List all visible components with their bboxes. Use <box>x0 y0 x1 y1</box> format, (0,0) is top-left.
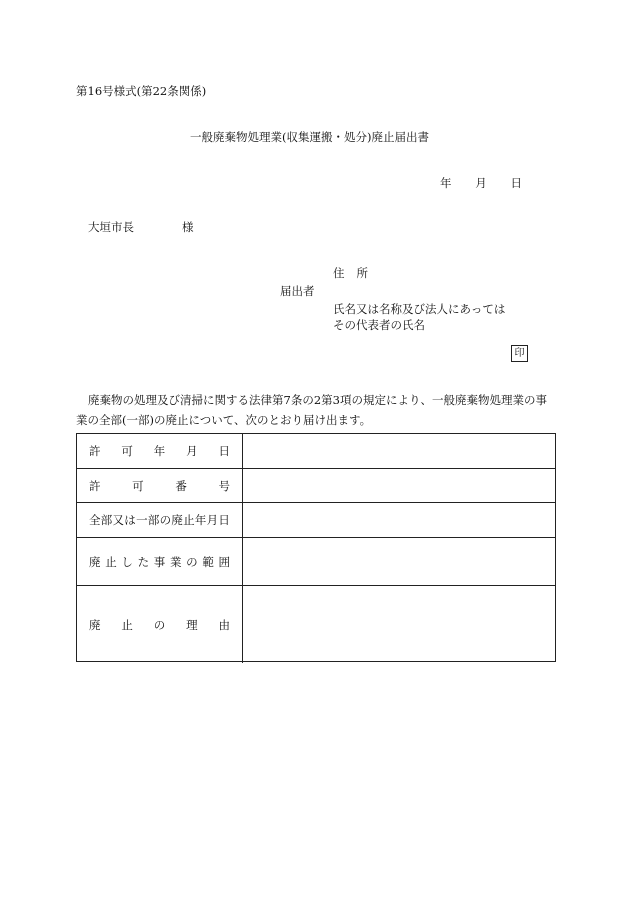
label-char: 廃 <box>89 554 101 569</box>
abolition-date-field[interactable] <box>243 503 555 537</box>
seal-mark: 印 <box>511 345 528 362</box>
permit-number-field[interactable] <box>243 469 555 502</box>
name-label-line2: その代表者の氏名 <box>333 318 425 332</box>
label-char: の <box>159 513 172 527</box>
label-char: 月 <box>186 444 198 458</box>
table-row-abolition-date <box>77 503 555 538</box>
reason-field[interactable] <box>243 586 555 663</box>
label-chars <box>89 617 230 633</box>
body-line-1: 廃棄物の処理及び清掃に関する法律第7条の2第3項の規定により、一般廃棄物処理業の事 <box>88 393 547 407</box>
label-chars <box>89 443 230 459</box>
label-char: 止 <box>121 617 133 632</box>
table-row-business-scope <box>77 538 555 586</box>
label-char: し <box>121 554 133 569</box>
label-char: 範 <box>202 554 214 569</box>
label-char: 由 <box>218 617 230 632</box>
label-char: 廃 <box>89 617 101 632</box>
address-label <box>333 267 368 281</box>
label-chars <box>89 478 230 494</box>
label-char: 号 <box>218 478 230 493</box>
address-label-char: 所 <box>356 266 368 280</box>
label-char: 許 <box>89 478 101 493</box>
business-scope-field[interactable] <box>243 538 555 585</box>
permit-date-field[interactable] <box>243 434 555 468</box>
notification-table <box>76 433 556 662</box>
notifier-label: 届出者 <box>280 284 315 298</box>
date-year-label: 年 <box>440 176 452 190</box>
label-char: 番 <box>175 478 187 493</box>
table-row-reason <box>77 586 555 663</box>
label-char: 止 <box>105 554 117 569</box>
table-label-abolition-date <box>77 503 243 537</box>
table-label-permit-number <box>77 469 243 502</box>
label-char: 年 <box>153 444 166 458</box>
label-char: 日 <box>218 444 230 458</box>
date-month-label: 月 <box>475 176 487 190</box>
label-char: の <box>186 554 198 569</box>
label-char: 年 <box>194 513 207 527</box>
label-char: 可 <box>121 444 133 458</box>
label-char: 部 <box>100 513 113 527</box>
label-char: 囲 <box>218 554 230 569</box>
name-label-line1: 氏名又は名称及び法人にあっては <box>333 302 506 316</box>
date-day-label: 日 <box>510 176 522 190</box>
form-number: 第16号様式(第22条関係) <box>76 84 207 98</box>
document-title: 一般廃棄物処理業(収集運搬・処分)廃止届出書 <box>190 130 429 144</box>
label-char: 止 <box>183 513 195 527</box>
addressee-honorific: 様 <box>182 220 194 234</box>
table-row-permit-number <box>77 469 555 503</box>
table-label-business-scope <box>77 538 243 585</box>
label-chars <box>89 512 230 528</box>
label-char: 廃 <box>171 513 183 527</box>
label-char: は <box>124 513 136 527</box>
body-paragraph <box>76 390 558 430</box>
label-char: 許 <box>89 444 101 458</box>
table-row-permit-date <box>77 434 555 469</box>
date-line <box>440 177 522 191</box>
body-line-2: 業の全部(一部)の廃止について、次のとおり届け出ます。 <box>76 413 372 427</box>
label-char: 月 <box>206 513 219 527</box>
label-char: 可 <box>132 478 144 493</box>
label-char: 日 <box>218 513 230 527</box>
label-char: 又 <box>112 513 125 527</box>
addressee-name: 大垣市長 <box>88 220 134 234</box>
address-label-char: 住 <box>333 266 345 280</box>
label-char: 一 <box>136 513 148 527</box>
label-char: 事 <box>153 554 166 569</box>
label-char: の <box>153 617 166 632</box>
table-label-permit-date <box>77 434 243 468</box>
label-chars <box>89 554 230 570</box>
label-char: 部 <box>147 513 160 527</box>
label-char: 理 <box>186 617 198 632</box>
label-char: た <box>137 554 150 569</box>
table-label-reason <box>77 586 243 663</box>
label-char: 業 <box>169 554 182 569</box>
label-char: 全 <box>89 513 101 527</box>
